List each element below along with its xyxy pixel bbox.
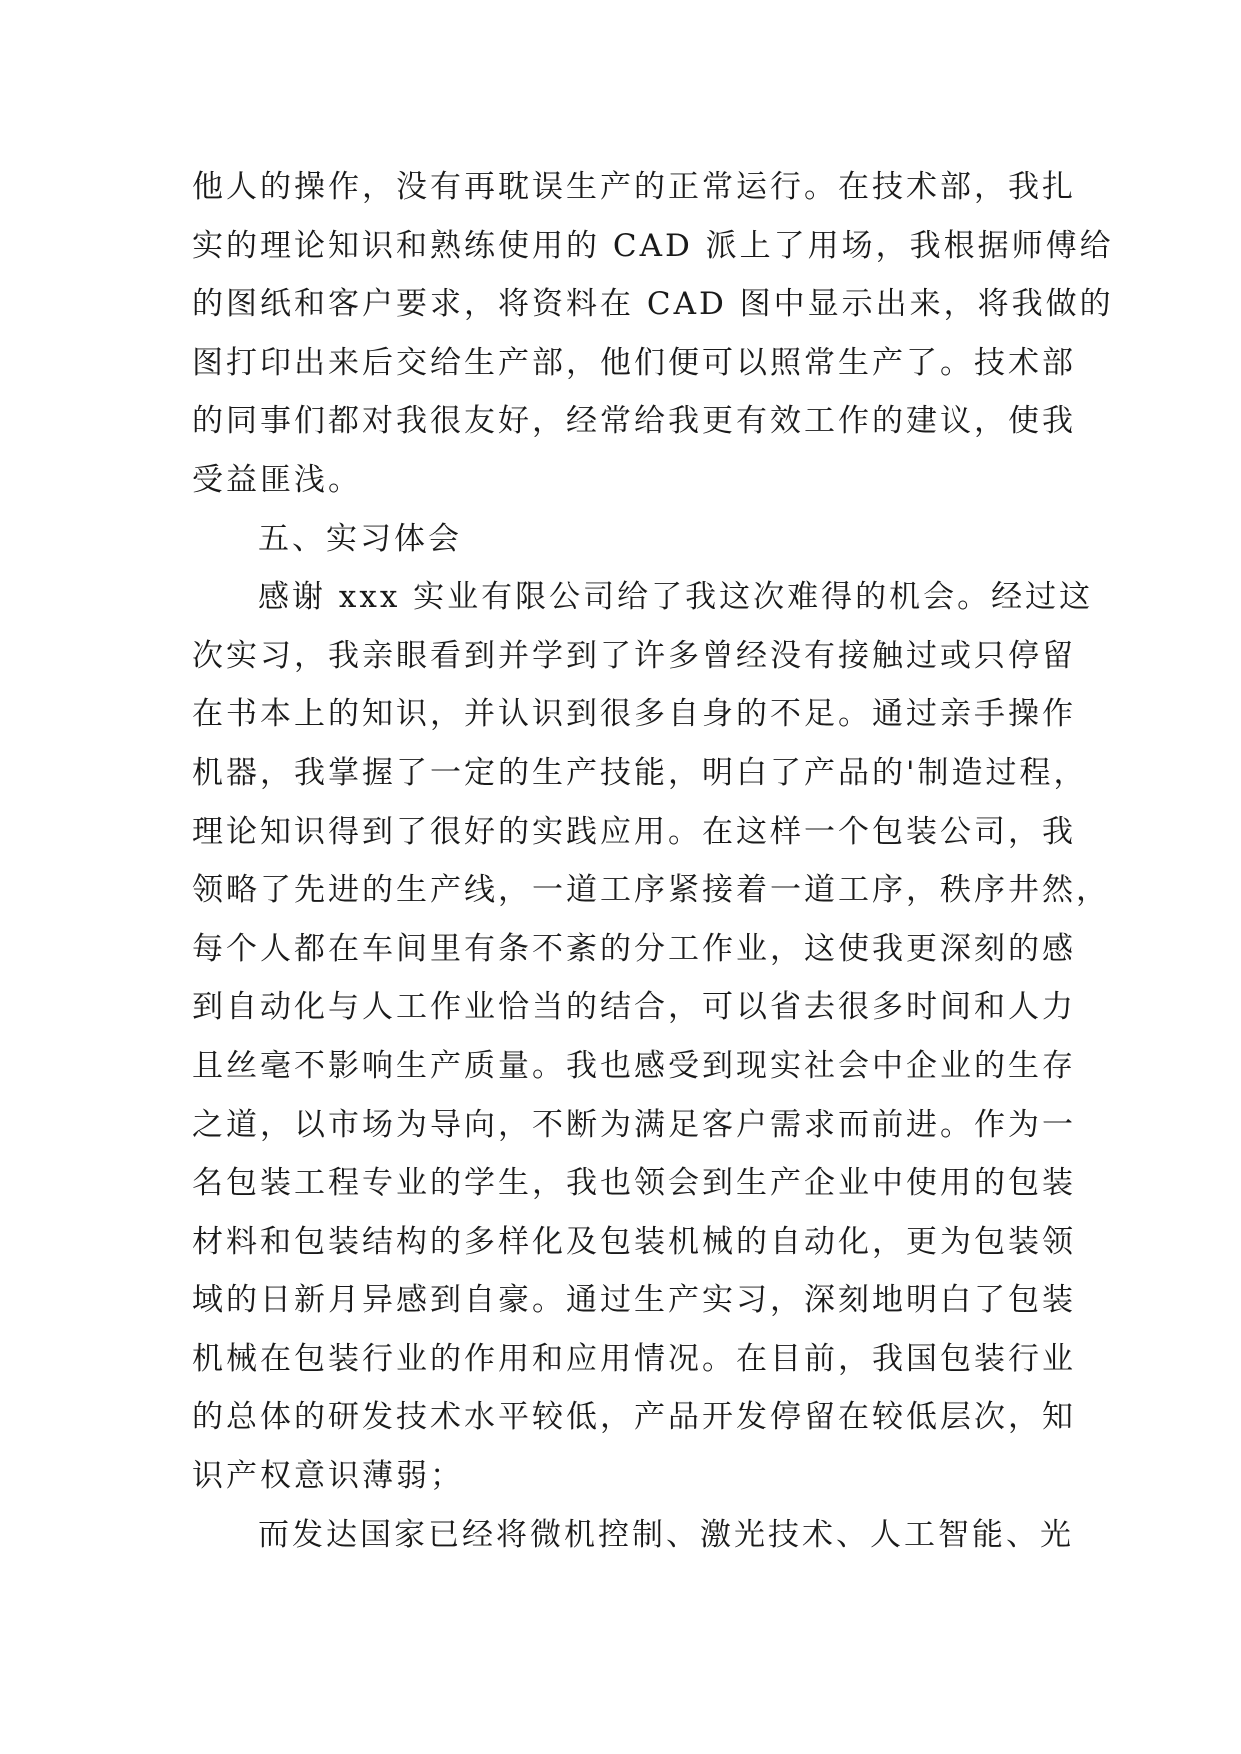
- text-line: 域的日新月异感到自豪。通过生产实习，深刻地明白了包装: [192, 1282, 1076, 1319]
- text-line: 到自动化与人工作业恰当的结合，可以省去很多时间和人力: [192, 989, 1076, 1026]
- text-line: 实的理论知识和熟练使用的 CAD 派上了用场，我根据师傅给: [192, 227, 1114, 264]
- text-line: 材料和包装结构的多样化及包装机械的自动化，更为包装领: [192, 1223, 1076, 1260]
- text-line: 的总体的研发技术水平较低，产品开发停留在较低层次，知: [192, 1399, 1076, 1436]
- text-line: 的同事们都对我很友好，经常给我更有效工作的建议，使我: [192, 403, 1076, 440]
- text-line: 之道，以市场为导向，不断为满足客户需求而前进。作为一: [192, 1106, 1076, 1143]
- text-line: 受益匪浅。: [192, 461, 362, 498]
- text-line: 识产权意识薄弱；: [192, 1458, 464, 1495]
- text-line: 的图纸和客户要求，将资料在 CAD 图中显示出来，将我做的: [192, 286, 1114, 323]
- document-body: [192, 158, 1114, 1564]
- text-line: 且丝毫不影响生产质量。我也感受到现实社会中企业的生存: [192, 1047, 1076, 1084]
- text-line: 每个人都在车间里有条不紊的分工作业，这使我更深刻的感: [192, 930, 1076, 967]
- text-line: 机械在包装行业的作用和应用情况。在目前，我国包装行业: [192, 1340, 1076, 1377]
- paragraph-first-line: 五、实习体会: [258, 520, 462, 557]
- text-line: 图打印出来后交给生产部，他们便可以照常生产了。技术部: [192, 344, 1076, 381]
- text-line: 领略了先进的生产线，一道工序紧接着一道工序，秩序井然，: [192, 872, 1110, 909]
- paragraph-first-line: 而发达国家已经将微机控制、激光技术、人工智能、光: [258, 1516, 1074, 1553]
- text-line: 机器，我掌握了一定的生产技能，明白了产品的'制造过程，: [192, 754, 1088, 791]
- text-line: 理论知识得到了很好的实践应用。在这样一个包装公司，我: [192, 813, 1076, 850]
- text-line: 名包装工程专业的学生，我也领会到生产企业中使用的包装: [192, 1165, 1076, 1202]
- text-line: 次实习，我亲眼看到并学到了许多曾经没有接触过或只停留: [192, 637, 1076, 674]
- text-line: 在书本上的知识，并认识到很多自身的不足。通过亲手操作: [192, 696, 1076, 733]
- text-line: 他人的操作，没有再耽误生产的正常运行。在技术部，我扎: [192, 169, 1076, 205]
- paragraph-first-line: 感谢 xxx 实业有限公司给了我这次难得的机会。经过这: [258, 579, 1094, 616]
